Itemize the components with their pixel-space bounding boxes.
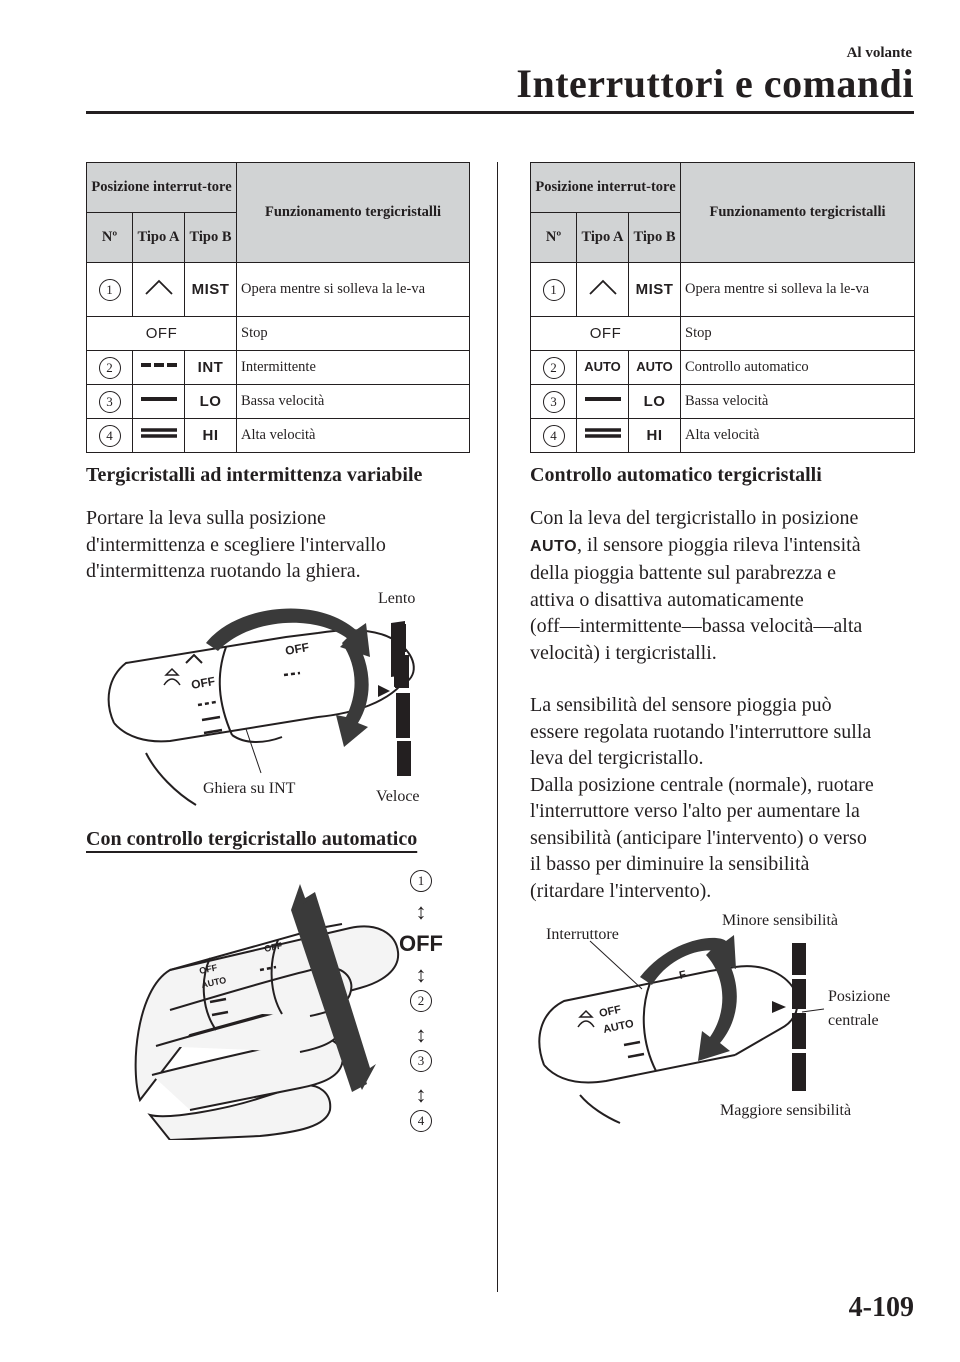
page-title: Interruttori e comandi [516, 61, 914, 106]
mist-lever-icon [581, 276, 625, 298]
switch-label: Interruttore [546, 926, 619, 943]
text-line: Dalla posizione centrale (normale), ruotare [530, 773, 874, 796]
type-b-cell [185, 385, 237, 419]
updown-arrow-icon: ↕ [415, 899, 427, 924]
function-cell: Opera mentre si solleva la le-va [681, 263, 915, 317]
level-off: OFF [399, 931, 443, 956]
type-b-cell [629, 419, 681, 453]
level-1-badge: 1 [410, 870, 432, 892]
num-cell [87, 351, 133, 385]
lo-bar-icon [581, 388, 625, 410]
function-cell: Bassa velocità [237, 385, 470, 419]
function-cell: Controllo automatico [681, 351, 915, 385]
text-line: (off—intermittente—bassa velocità—alta [530, 615, 863, 637]
column-divider [497, 162, 498, 1292]
updown-arrow-icon: ↕ [415, 1082, 427, 1107]
symbol-text: AUTO [636, 359, 673, 374]
num-cell [87, 385, 133, 419]
num-cell [531, 385, 577, 419]
section-heading-auto-control: Controllo automatico tergicristalli [530, 464, 822, 486]
table-row [531, 263, 915, 317]
header-function: Funzionamento tergicristalli [681, 163, 915, 263]
symbol-text: LO [199, 392, 222, 410]
text-line: attiva o disattiva automaticamente [530, 588, 804, 611]
symbol-text: HI [646, 426, 663, 444]
page-number: 4-109 [848, 1292, 914, 1323]
table-row [531, 385, 915, 419]
svg-text:OFF: OFF [263, 940, 284, 954]
symbol-text: OFF [145, 324, 178, 342]
function-cell: Opera mentre si solleva la le-va [237, 263, 470, 317]
text-line: d'intermittenza e scegliere l'intervallo [86, 533, 386, 556]
svg-text:AUTO: AUTO [200, 974, 228, 990]
hi-bars-icon [581, 422, 625, 444]
position-number-badge: 2 [543, 357, 565, 379]
table-row [87, 385, 470, 419]
function-cell: Stop [237, 317, 470, 351]
ring-label: Ghiera su INT [203, 780, 296, 797]
header-position: Posizione interrut-tore [87, 163, 237, 213]
type-a-cell [577, 263, 629, 317]
hi-bars-icon [137, 422, 181, 444]
paragraph-intermittent [86, 505, 386, 585]
position-number-badge: 3 [99, 391, 121, 413]
text-line: velocità) i tergicristalli. [530, 641, 717, 664]
type-b-cell [185, 351, 237, 385]
paragraph-auto-control [530, 505, 915, 666]
section-heading-intermittent: Tergicristalli ad intermittenza variabile [86, 464, 423, 486]
num-cell [87, 419, 133, 453]
type-a-cell [133, 351, 185, 385]
table-row [87, 263, 470, 317]
lever-ring-figure [86, 585, 486, 810]
type-a-cell [133, 419, 185, 453]
table-row [531, 351, 915, 385]
symbol-cell [531, 317, 681, 351]
text-line: La sensibilità del sensore pioggia può [530, 694, 832, 716]
updown-arrow-icon: ↕ [415, 1022, 427, 1047]
text-line: essere regolata ruotando l'interruttore sulla [530, 720, 872, 743]
svg-text:AUTO: AUTO [602, 1017, 635, 1036]
center-label-line2: centrale [828, 1012, 879, 1029]
type-a-cell [133, 263, 185, 317]
less-sensitivity-label: Minore sensibilità [722, 912, 838, 929]
paragraph-sensitivity [530, 692, 915, 904]
mist-lever-icon [137, 276, 181, 298]
more-sensitivity-label: Maggiore sensibilità [720, 1102, 852, 1119]
svg-text:OFF: OFF [190, 673, 217, 692]
type-a-cell [577, 351, 629, 385]
symbol-cell [87, 317, 237, 351]
table-row [531, 317, 915, 351]
symbol-text: LO [643, 392, 666, 410]
num-cell [87, 263, 133, 317]
slow-label: Lento [378, 590, 416, 607]
text-line: della pioggia battente sul parabrezza e [530, 562, 836, 584]
position-number-badge: 3 [543, 391, 565, 413]
type-b-cell [629, 385, 681, 419]
type-b-cell [629, 263, 681, 317]
num-cell [531, 419, 577, 453]
table-row [531, 419, 915, 453]
header-num: Nº [87, 213, 133, 263]
table-row [87, 351, 470, 385]
header-type-b: Tipo B [185, 213, 237, 263]
svg-text:OFF: OFF [198, 962, 219, 976]
header-rule [86, 111, 914, 114]
text-line: il basso per diminuire la sensibilità [530, 853, 810, 875]
fast-label: Veloce [376, 788, 420, 805]
header-type-b: Tipo B [629, 213, 681, 263]
text-line: d'intermittenza ruotando la ghiera. [86, 560, 361, 582]
num-cell [531, 351, 577, 385]
symbol-text: OFF [589, 324, 622, 342]
lo-bar-icon [137, 388, 181, 410]
function-cell: Stop [681, 317, 915, 351]
svg-text:F: F [678, 968, 688, 982]
table-body [87, 263, 470, 453]
text-fragment: , il sensore pioggia rileva l'intensità [577, 533, 861, 556]
symbol-text: AUTO [584, 359, 621, 374]
position-number-badge: 1 [543, 279, 565, 301]
auto-level-list [396, 870, 446, 1140]
svg-text:OFF: OFF [598, 1003, 623, 1020]
level-4-badge: 4 [410, 1110, 432, 1132]
position-number-badge: 4 [543, 425, 565, 447]
num-cell [531, 263, 577, 317]
function-cell: Intermittente [237, 351, 470, 385]
sensitivity-figure [530, 905, 915, 1125]
symbol-text: MIST [635, 280, 674, 298]
header-function: Funzionamento tergicristalli [237, 163, 470, 263]
text-line [530, 532, 915, 561]
table-body [531, 263, 915, 453]
position-number-badge: 4 [99, 425, 121, 447]
header-type-a: Tipo A [577, 213, 629, 263]
header-num: Nº [531, 213, 577, 263]
header-type-a: Tipo A [133, 213, 185, 263]
wiper-table-type-int [86, 162, 470, 453]
table-row [87, 419, 470, 453]
level-2-badge: 2 [410, 990, 432, 1012]
type-b-cell [185, 419, 237, 453]
type-a-cell [577, 385, 629, 419]
type-a-cell [577, 419, 629, 453]
symbol-text: INT [197, 358, 224, 376]
auto-symbol: AUTO [530, 537, 578, 555]
position-number-badge: 2 [99, 357, 121, 379]
text-line: Con la leva del tergicristallo in posizione [530, 507, 859, 529]
wiper-table-type-auto [530, 162, 915, 453]
symbol-text: HI [202, 426, 219, 444]
text-line: Portare la leva sulla posizione [86, 507, 326, 529]
text-line: leva del tergicristallo. [530, 747, 704, 769]
chapter-label: Al volante [846, 45, 912, 61]
header-position: Posizione interrut-tore [531, 163, 681, 213]
updown-arrow-icon: ↕ [415, 962, 427, 987]
center-position-arrow [772, 1001, 786, 1013]
position-number-badge: 1 [99, 279, 121, 301]
symbol-text: MIST [191, 280, 230, 298]
type-b-cell [185, 263, 237, 317]
function-cell: Bassa velocità [681, 385, 915, 419]
type-a-cell [133, 385, 185, 419]
section-heading-auto: Con controllo tergicristallo automatico [86, 828, 418, 850]
function-cell: Alta velocità [681, 419, 915, 453]
text-line: sensibilità (anticipare l'intervento) o verso [530, 826, 867, 849]
int-dash-icon [137, 354, 181, 376]
svg-text:OFF: OFF [284, 639, 311, 658]
table-row [87, 317, 470, 351]
text-line: l'interruttore verso l'alto per aumentare la [530, 800, 860, 822]
text-line: (ritardare l'intervento). [530, 879, 712, 902]
center-label-line1: Posizione [828, 988, 891, 1005]
type-b-cell [629, 351, 681, 385]
function-cell: Alta velocità [237, 419, 470, 453]
level-3-badge: 3 [410, 1050, 432, 1072]
